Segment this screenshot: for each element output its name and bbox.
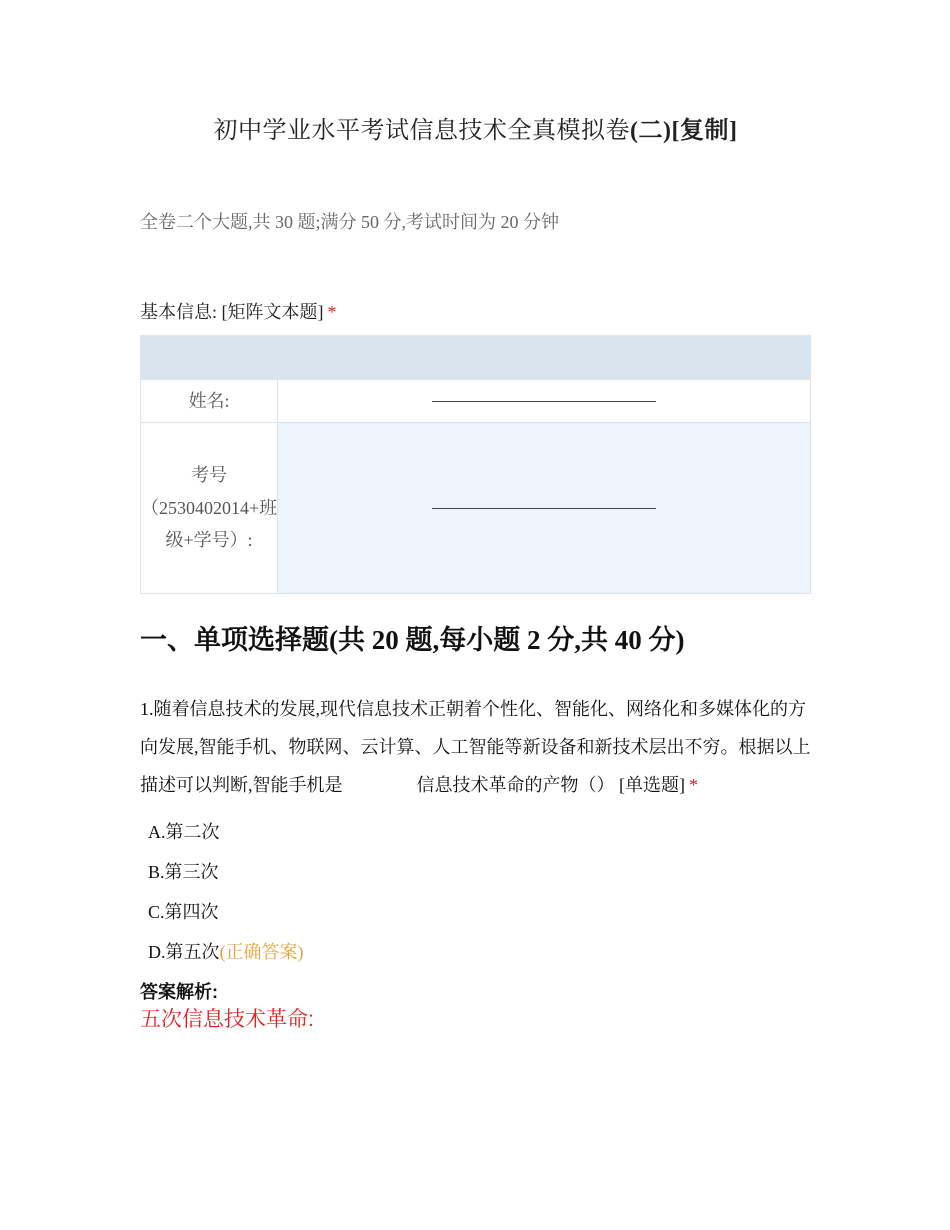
matrix-header-cell bbox=[278, 336, 811, 380]
basic-info-matrix bbox=[140, 335, 811, 594]
answer-analysis-label: 答案解析: bbox=[140, 982, 218, 1002]
question-1-text-after: 信息技术革命的产物（） bbox=[416, 775, 615, 795]
name-input[interactable] bbox=[278, 380, 811, 423]
exam-number-input[interactable] bbox=[278, 423, 811, 594]
option-a-label: A.第二次 bbox=[148, 822, 220, 842]
question-1-type-tag: [单选题] bbox=[619, 775, 685, 795]
name-input-underline[interactable] bbox=[432, 400, 656, 402]
basic-info-title: 基本信息: bbox=[140, 302, 218, 322]
basic-info-label bbox=[140, 298, 337, 324]
option-d-label: D.第五次 bbox=[148, 942, 220, 962]
option-d[interactable] bbox=[148, 932, 304, 972]
question-1-options bbox=[148, 812, 304, 972]
required-mark: * bbox=[327, 302, 337, 322]
option-b[interactable] bbox=[148, 852, 304, 892]
option-c[interactable] bbox=[148, 892, 304, 932]
matrix-header-cell bbox=[141, 336, 278, 380]
page-title bbox=[140, 110, 811, 145]
question-type-tag: [矩阵文本题] bbox=[221, 302, 324, 322]
option-b-label: B.第三次 bbox=[148, 862, 219, 882]
matrix-row-exam-number bbox=[141, 423, 811, 594]
answer-analysis-body: 五次信息技术革命: bbox=[140, 1008, 314, 1031]
question-1-stem bbox=[140, 690, 811, 804]
option-a[interactable] bbox=[148, 812, 304, 852]
exam-description: 全卷二个大题,共 30 题;满分 50 分,考试时间为 20 分钟 bbox=[140, 212, 559, 232]
title-main: 初中学业水平考试信息技术全真模拟卷 bbox=[213, 118, 631, 144]
title-paren: (二) bbox=[630, 118, 672, 144]
matrix-row-name bbox=[141, 380, 811, 423]
name-label: 姓名: bbox=[141, 380, 278, 423]
question-1-text: 1.随着信息技术的发展,现代信息技术正朝着个性化、智能化、网络化和多媒体化的方向发展,智能手机、物联网、云计算、人工智能等新设备和新技术层出不穷。根据以上描述可以判断,智能手机是 bbox=[140, 699, 811, 795]
required-mark: * bbox=[689, 775, 698, 795]
matrix-header-row bbox=[141, 336, 811, 380]
option-c-label: C.第四次 bbox=[148, 902, 219, 922]
correct-answer-note: (正确答案) bbox=[219, 942, 304, 962]
section-heading: 一、单项选择题(共 20 题,每小题 2 分,共 40 分) bbox=[140, 625, 685, 655]
exam-number-label: 考号（2530402014+班级+学号）: bbox=[141, 423, 278, 594]
title-tag: [复制] bbox=[671, 118, 738, 144]
exam-number-input-underline[interactable] bbox=[432, 507, 656, 509]
